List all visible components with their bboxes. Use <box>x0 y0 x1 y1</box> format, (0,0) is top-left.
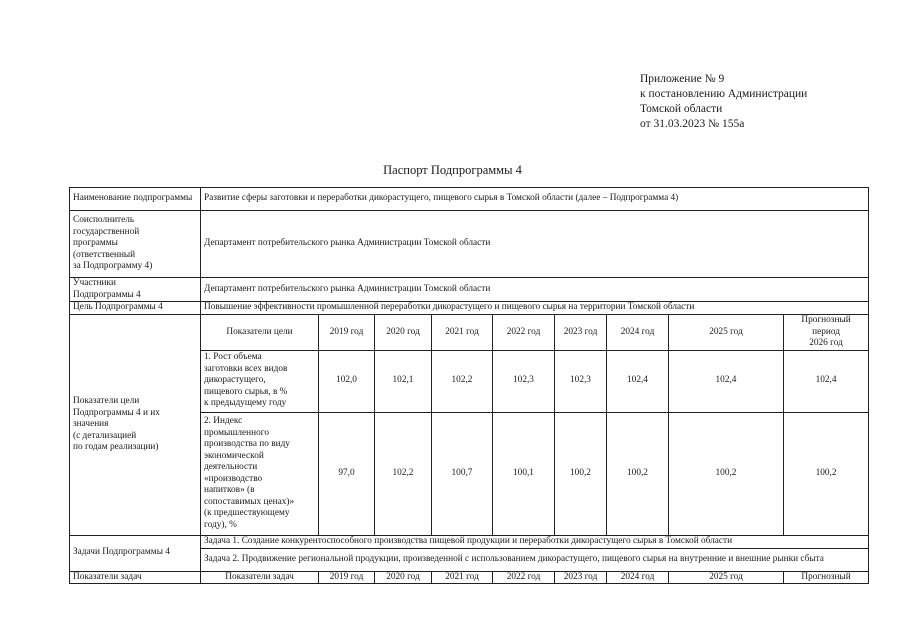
header-forecast <box>784 315 869 351</box>
row-participants <box>70 278 869 302</box>
task-header-year: 2025 год <box>669 571 784 584</box>
row-participants-label <box>70 278 201 302</box>
indicator-name-line: 2. Индекс <box>204 416 243 426</box>
forecast-line: период <box>812 326 840 337</box>
indicator-name-line: году), % <box>204 519 237 530</box>
indicators-header-row <box>70 315 869 351</box>
row-goal-value: Повышение эффективности промышленной переработки дикорастущего и пищевого сырья на территории Томской области <box>201 302 869 315</box>
indicator-value: 102,4 <box>784 350 869 412</box>
indicator-name-line: заготовки всех видов <box>204 363 288 374</box>
task-2: Задача 2. Продвижение региональной продукции, произведенной с использованием дикорастущего, пищевого сырья на внутренние и внешние рынки сбыта <box>201 548 869 571</box>
task-header-year: 2022 год <box>493 571 555 584</box>
participants-label-line: Подпрограммы 4 <box>73 289 141 300</box>
coexecutor-label-line: Соисполнитель <box>73 215 135 226</box>
indicator-name-line: сопоставимых ценах)» <box>204 496 295 507</box>
row-participants-value: Департамент потребительского рынка Администрации Томской области <box>201 278 869 302</box>
appendix-line-1: Приложение № 9 <box>640 73 725 85</box>
header-year: 2024 год <box>607 315 669 351</box>
row-name-value: Развитие сферы заготовки и переработки дикорастущего, пищевого сырья в Томской области (далее – Подпрограмма 4) <box>201 188 869 211</box>
indicator-name-line: дикорастущего, <box>204 375 266 386</box>
indicator-name <box>201 412 319 535</box>
indicator-name-line: промышленного <box>204 427 269 438</box>
passport-table <box>69 187 869 584</box>
indicators-label-line: значения <box>73 419 109 429</box>
coexecutor-label-line: за Подпрограмму 4) <box>73 261 153 272</box>
coexecutor-label-line: государственной <box>73 226 140 237</box>
row-coexecutor <box>70 211 869 278</box>
indicator-value: 102,2 <box>375 412 432 535</box>
coexecutor-label-line: программы <box>73 238 118 249</box>
row-coexecutor-value: Департамент потребительского рынка Администрации Томской области <box>201 211 869 278</box>
document-title: Паспорт Подпрограммы 4 <box>383 163 522 177</box>
indicator-value: 102,0 <box>319 350 375 412</box>
participants-label-line: Участники <box>73 278 117 288</box>
row-indicators-label <box>70 315 201 536</box>
header-indicator-name: Показатели цели <box>201 315 319 351</box>
row-goal <box>70 302 869 315</box>
row-name <box>70 188 869 211</box>
indicator-name-line: производства по виду <box>204 439 290 449</box>
header-year: 2021 год <box>432 315 493 351</box>
indicators-label-line: по годам реализации) <box>73 442 159 452</box>
appendix-line-3: Томской области <box>640 103 723 115</box>
indicator-name-line: 1. Рост объема <box>204 352 262 363</box>
indicator-value: 102,2 <box>432 350 493 412</box>
indicator-value: 102,4 <box>669 350 784 412</box>
row-tasks-label: Задачи Подпрограммы 4 <box>70 535 201 571</box>
indicator-value: 102,3 <box>555 350 607 412</box>
task-header-year: 2019 год <box>319 571 375 584</box>
appendix-line-4: от 31.03.2023 № 155а <box>640 118 745 130</box>
indicator-name-line: экономической <box>204 450 264 461</box>
task-row <box>70 535 869 548</box>
indicator-value: 102,1 <box>375 350 432 412</box>
indicator-name-line: (к предшествующему <box>204 508 290 518</box>
task-header-forecast: Прогнозный <box>784 571 869 584</box>
task-header-name: Показатели задач <box>201 571 319 584</box>
task-header-year: 2020 год <box>375 571 432 584</box>
header-year: 2023 год <box>555 315 607 351</box>
indicator-value: 97,0 <box>319 412 375 535</box>
indicator-name-line: пищевого сырья, в % <box>204 386 288 397</box>
appendix-header <box>640 72 807 132</box>
indicator-value: 100,2 <box>607 412 669 535</box>
task-header-year: 2023 год <box>555 571 607 584</box>
indicator-value: 102,4 <box>607 350 669 412</box>
appendix-line-2: к постановлению Администрации <box>640 88 808 100</box>
row-task-indicators-label: Показатели задач <box>70 571 201 584</box>
row-name-label: Наименование подпрограммы <box>70 188 201 211</box>
forecast-line: 2026 год <box>809 338 843 348</box>
indicator-name-line: напитков» (в <box>204 485 255 495</box>
indicator-name-line: «производство <box>204 473 263 484</box>
forecast-line: Прогнозный <box>801 315 851 325</box>
task-header-year: 2024 год <box>607 571 669 584</box>
indicator-value: 100,2 <box>669 412 784 535</box>
task-header-year: 2021 год <box>432 571 493 584</box>
indicator-name-line: деятельности <box>204 462 258 472</box>
indicator-value: 100,7 <box>432 412 493 535</box>
row-coexecutor-label <box>70 211 201 278</box>
task-1: Задача 1. Создание конкурентоспособного производства пищевой продукции и переработки дикорастущего сырья в Томской области <box>201 535 869 548</box>
indicators-label-line: Показатели цели <box>73 396 140 406</box>
header-year: 2019 год <box>319 315 375 351</box>
header-year: 2020 год <box>375 315 432 351</box>
indicator-value: 102,3 <box>493 350 555 412</box>
indicators-label-line: (с детализацией <box>73 430 137 441</box>
indicator-value: 100,2 <box>555 412 607 535</box>
indicator-name-line: к предыдущему году <box>204 398 287 409</box>
header-year: 2025 год <box>669 315 784 351</box>
indicator-value: 100,2 <box>784 412 869 535</box>
coexecutor-label-line: (ответственный <box>73 249 136 260</box>
task-indicators-header-row <box>70 571 869 584</box>
indicator-value: 100,1 <box>493 412 555 535</box>
header-year: 2022 год <box>493 315 555 351</box>
row-goal-label: Цель Подпрограммы 4 <box>70 302 201 315</box>
indicators-label-line: Подпрограммы 4 и их <box>73 407 160 418</box>
indicator-name <box>201 350 319 412</box>
